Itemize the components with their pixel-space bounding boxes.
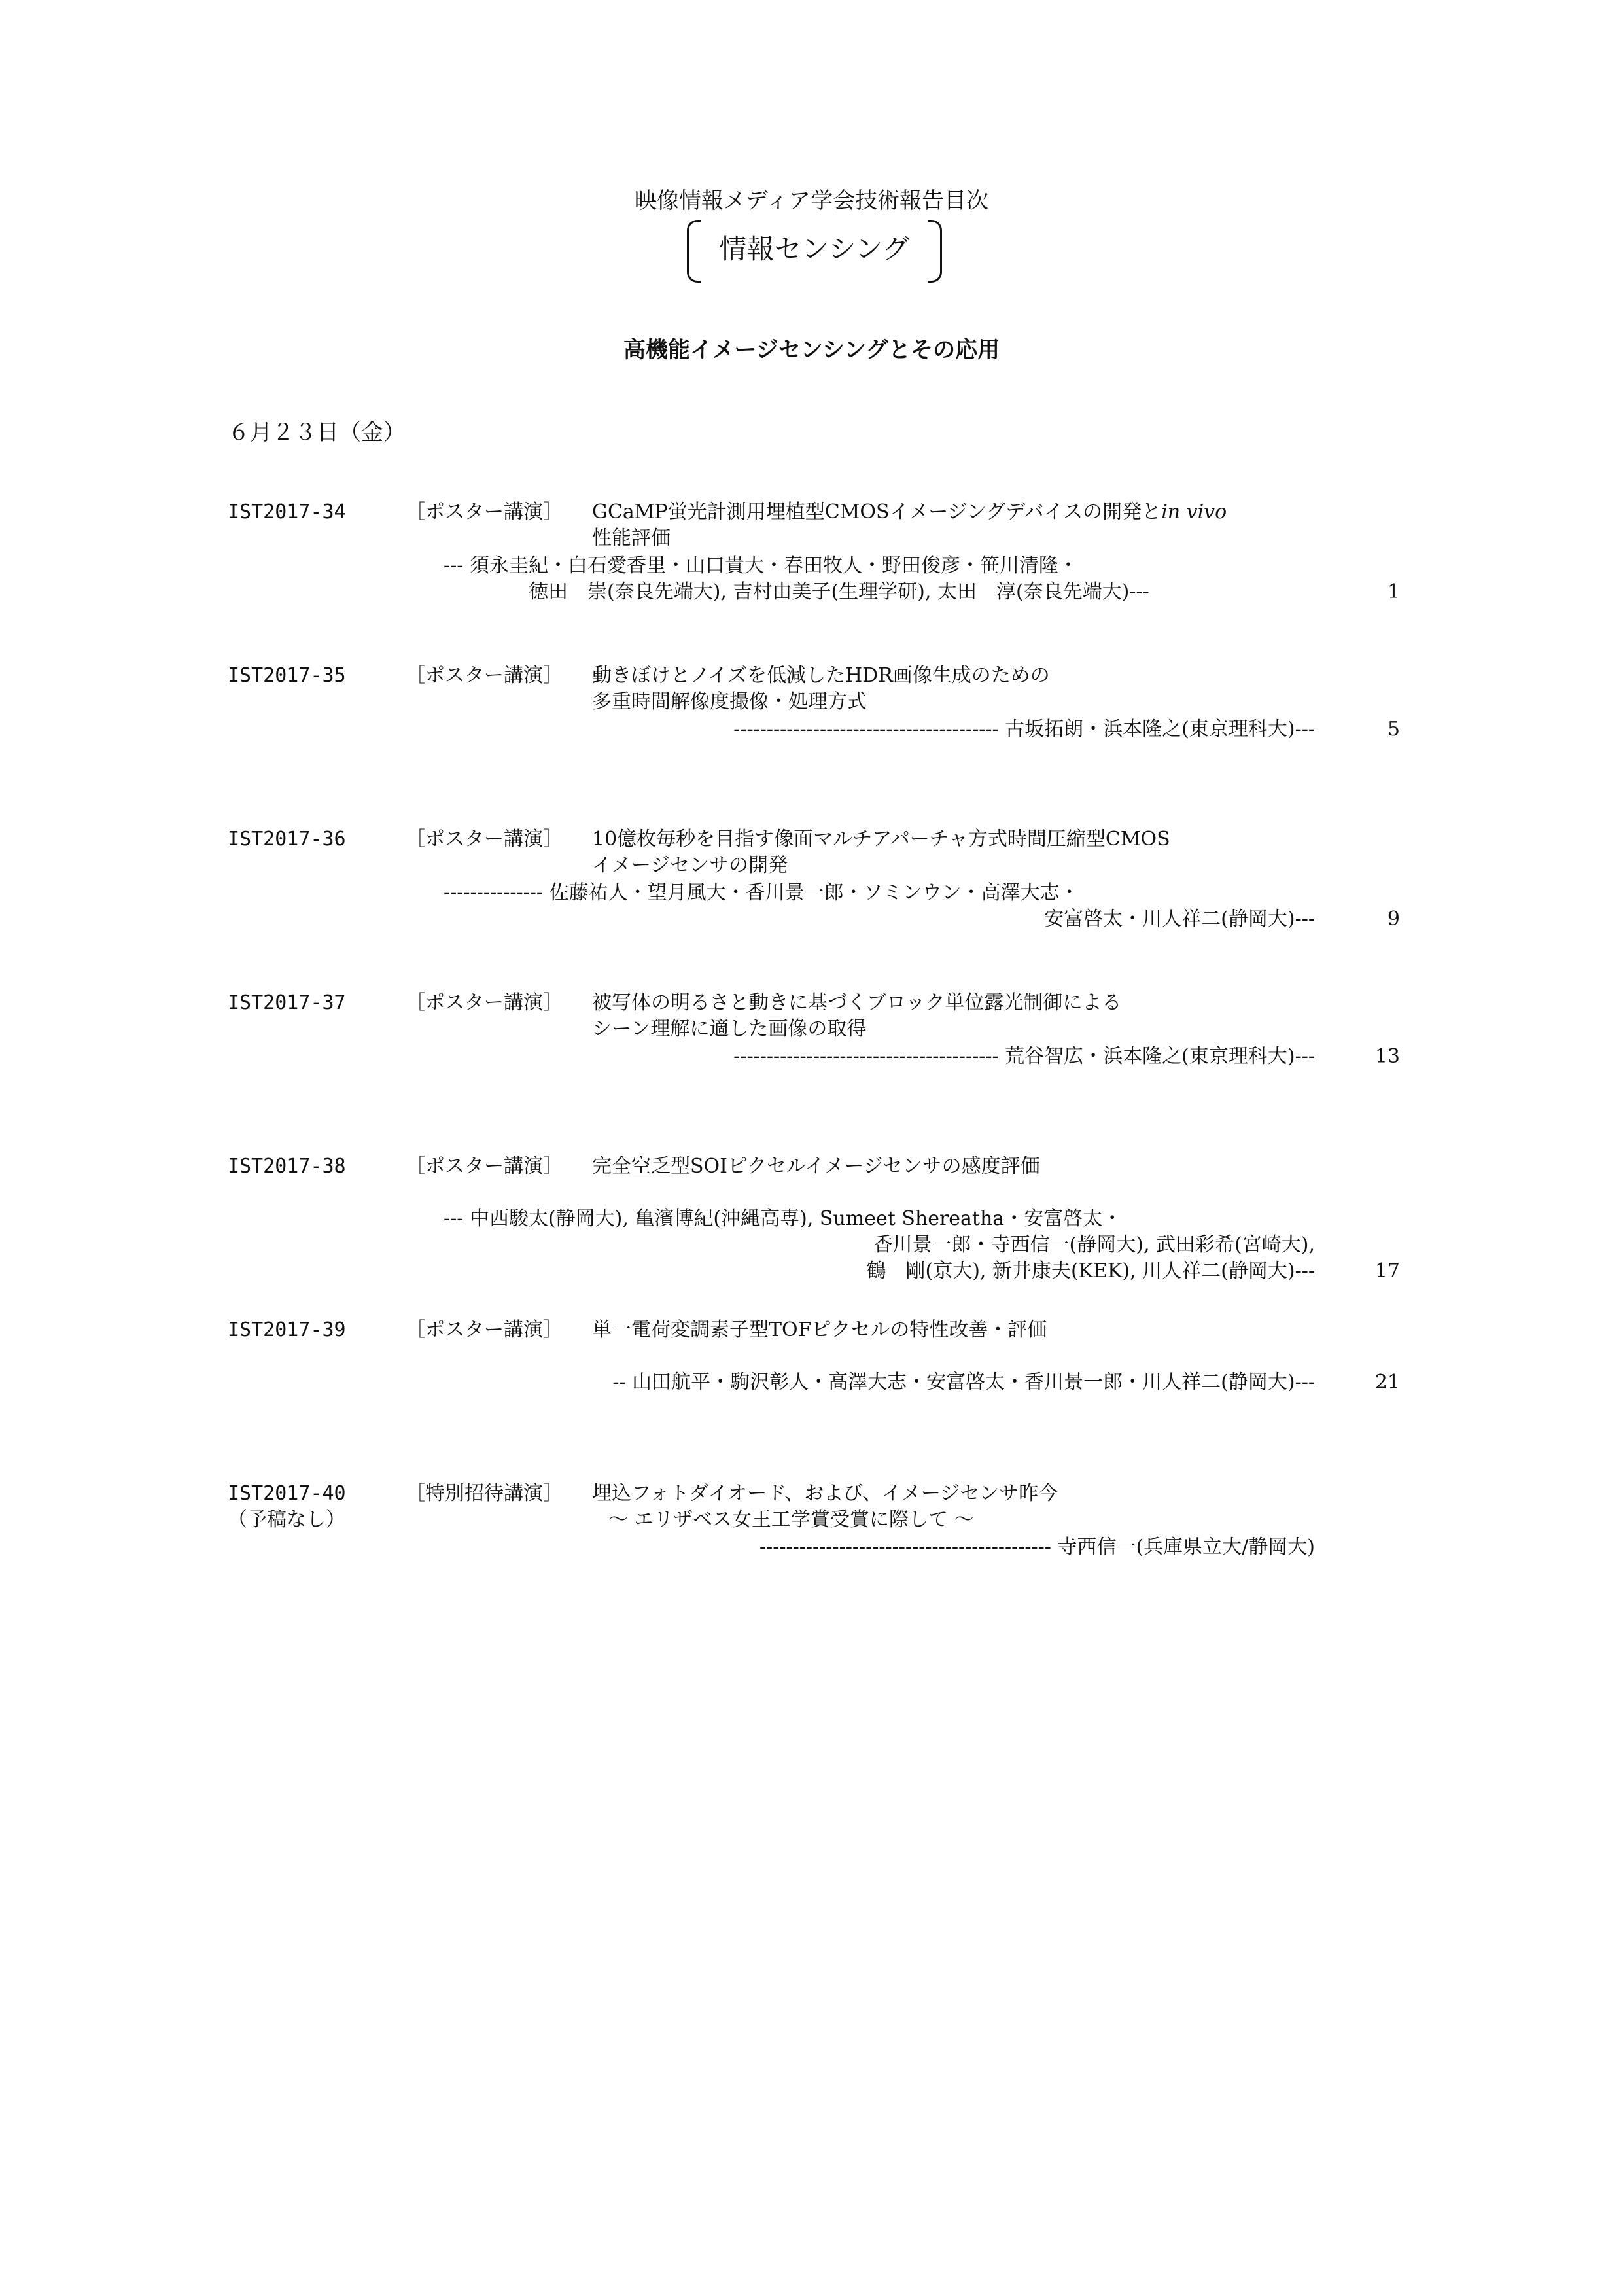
entry-title-line2: ～ エリザベス女王工学賞受賞に際して ～ — [608, 1508, 974, 1531]
entry-authors-line2: 安富啓太・川人祥二(静岡大)--- — [1044, 908, 1315, 930]
entry-type: ［ポスター講演］ — [406, 1318, 563, 1341]
entry-id: IST2017-37 — [228, 991, 346, 1014]
entry-page-number: 13 — [1374, 1045, 1400, 1068]
report-header-title: 映像情報メディア学会技術報告目次 — [634, 188, 989, 214]
entry-id: IST2017-40 — [228, 1482, 346, 1505]
entry-type: ［ポスター講演］ — [406, 1155, 563, 1178]
entry-title-line1: 単一電荷変調素子型TOFピクセルの特性改善・評価 — [592, 1318, 1047, 1341]
entry-type: ［特別招待講演］ — [406, 1482, 563, 1505]
entry-title-line1: 被写体の明るさと動きに基づくブロック単位露光制御による — [592, 991, 1122, 1014]
entry-page-number: 17 — [1374, 1260, 1400, 1282]
session-date: ６月２３日（金） — [228, 419, 406, 446]
entry-type: ［ポスター講演］ — [406, 664, 563, 687]
category-label: 情報センシング — [719, 233, 910, 265]
entry-title-line1: GCaMP蛍光計測用埋植型CMOSイメージングデバイスの開発とin vivo — [592, 501, 1227, 523]
entry-title-line2: 多重時間解像度撮像・処理方式 — [592, 690, 867, 713]
entry-page-number: 1 — [1387, 580, 1400, 603]
entry-title-line1: 動きぼけとノイズを低減したHDR画像生成のための — [592, 664, 1050, 687]
session-title: 高機能イメージセンシングとその応用 — [623, 337, 1000, 363]
entry-authors-line2: 香川景一郎・寺西信一(静岡大), 武田彩希(宮崎大), — [873, 1233, 1315, 1256]
entry-authors-line1: --------------- 佐藤祐人・望月風大・香川景一郎・ソミンウン・高澤大志・ — [444, 881, 1079, 904]
entry-page-number: 5 — [1387, 718, 1400, 741]
entry-authors-line1: --- 中西駿太(静岡大), 亀濱博紀(沖縄高専), Sumeet Shereatha・安富啓太・ — [444, 1207, 1123, 1230]
entry-authors-line3: 鶴 剛(京大), 新井康夫(KEK), 川人祥二(静岡大)--- — [866, 1260, 1315, 1282]
entry-id: IST2017-34 — [228, 501, 346, 523]
entry-note: （予稿なし） — [228, 1508, 345, 1531]
entry-title-line2: 性能評価 — [592, 527, 671, 550]
entry-title-line1: 埋込フォトダイオード、および、イメージセンサ昨今 — [592, 1482, 1058, 1505]
entry-title-line2: シーン理解に適した画像の取得 — [592, 1017, 867, 1040]
entry-title-line1: 10億枚毎秒を目指す像面マルチアパーチャ方式時間圧縮型CMOS — [592, 828, 1170, 851]
entry-type: ［ポスター講演］ — [406, 501, 563, 523]
entry-type: ［ポスター講演］ — [406, 828, 563, 851]
right-bracket — [928, 220, 942, 283]
entry-id: IST2017-36 — [228, 828, 346, 851]
entry-page-number: 9 — [1387, 908, 1400, 930]
entry-type: ［ポスター講演］ — [406, 991, 563, 1014]
entry-id: IST2017-39 — [228, 1318, 346, 1341]
entry-authors-line1: -- 山田航平・駒沢彰人・高澤大志・安富啓太・香川景一郎・川人祥二(静岡大)--- — [612, 1371, 1315, 1394]
entry-authors-line1: ---------------------------------------- 荒谷智広・浜本隆之(東京理科大)--- — [733, 1045, 1315, 1068]
entry-title-line2: イメージセンサの開発 — [592, 854, 788, 877]
entry-title-italic: in vivo — [1161, 501, 1227, 523]
category-box — [687, 220, 942, 280]
entry-authors-line2: 徳田 崇(奈良先端大), 吉村由美子(生理学研), 太田 淳(奈良先端大)--- — [529, 580, 1149, 603]
entry-id: IST2017-38 — [228, 1155, 346, 1178]
entry-authors-line1: ---------------------------------------- 古坂拓朗・浜本隆之(東京理科大)--- — [733, 718, 1315, 741]
entry-authors-line1: --- 須永圭紀・白石愛香里・山口貴大・春田牧人・野田俊彦・笹川清隆・ — [444, 554, 1078, 577]
entry-page-number: 21 — [1374, 1371, 1400, 1394]
entry-id: IST2017-35 — [228, 664, 346, 687]
entry-authors-line1: -------------------------------------------- 寺西信一(兵庫県立大/静岡大) — [759, 1536, 1315, 1559]
entry-title-line1: 完全空乏型SOIピクセルイメージセンサの感度評価 — [592, 1155, 1040, 1178]
